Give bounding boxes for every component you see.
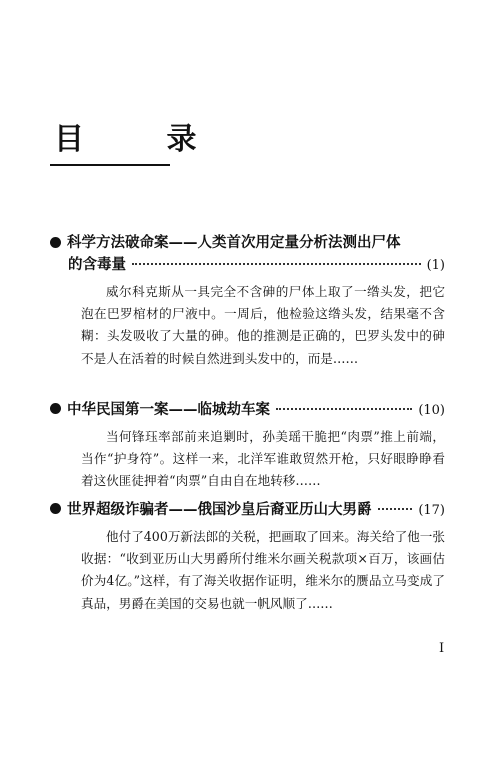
bullet-icon bbox=[50, 503, 61, 514]
entry-page-number: (1) bbox=[426, 258, 445, 273]
page-number: I bbox=[439, 641, 445, 656]
entry-heading[interactable] bbox=[50, 499, 445, 522]
toc-entry[interactable] bbox=[50, 232, 445, 370]
bullet-icon bbox=[50, 403, 61, 414]
entry-title: 世界超级诈骗者——俄国沙皇后裔亚历山大男爵 bbox=[67, 502, 372, 518]
page-title: 目 录 bbox=[54, 122, 233, 157]
entry-title: 中华民国第一案——临城劫车案 bbox=[67, 402, 270, 418]
summary-text: 当何锋珏率部前来追剿时，孙美瑶干脆把“肉票”推上前端，当作“护身符”。这样一来，北洋军谁敢贸然开枪，只好眼睁睁看着这伙匪徒押着“肉票”自由自在地转移…… bbox=[81, 429, 445, 489]
entry-summary bbox=[50, 426, 445, 493]
entry-heading[interactable] bbox=[50, 399, 445, 422]
dot-leader bbox=[378, 508, 413, 510]
entry-title: 科学方法破命案——人类首次用定量分析法测出尸体 bbox=[67, 235, 401, 251]
toc-entry[interactable] bbox=[50, 499, 445, 615]
entry-heading[interactable] bbox=[50, 232, 445, 277]
dot-leader bbox=[276, 408, 412, 410]
title-underline bbox=[50, 164, 170, 166]
toc-entry[interactable] bbox=[50, 399, 445, 493]
entry-summary bbox=[50, 526, 445, 615]
entry-summary bbox=[50, 281, 445, 370]
summary-text: 威尔科克斯从一具完全不含砷的尸体上取了一绺头发，把它泡在巴罗棺材的尸液中。一周后，他检验这绺头发，结果毫不含糊：头发吸收了大量的砷。他的推测是正确的，巴罗头发中的砷不是人在活着的时候自然进到头发中的，而是…… bbox=[81, 284, 445, 366]
entry-page-number: (10) bbox=[418, 403, 445, 418]
bullet-icon bbox=[50, 237, 61, 248]
entry-title-continued: 的含毒量 bbox=[68, 257, 126, 273]
entry-page-number: (17) bbox=[418, 503, 445, 518]
dot-leader bbox=[132, 263, 421, 265]
summary-text: 他付了400万新法郎的关税，把画取了回来。海关给了他一张收据：“收到亚历山大男爵所付维米尔画关税款项×百万，该画估价为4亿。”这样，有了海关收据作证明，维米尔的赝品立马变成了真品，男爵在美国的交易也就一帆风顺了…… bbox=[81, 529, 445, 611]
